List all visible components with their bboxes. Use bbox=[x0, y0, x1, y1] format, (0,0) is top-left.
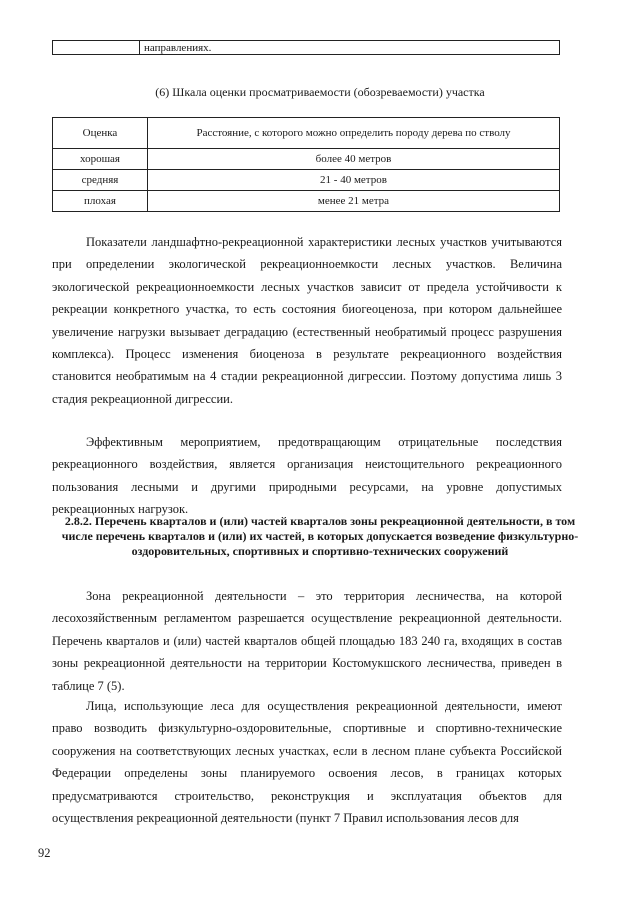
table-row bbox=[53, 41, 560, 55]
table-cell: хорошая bbox=[53, 149, 148, 170]
body-paragraph bbox=[52, 231, 562, 410]
body-paragraph bbox=[52, 695, 562, 829]
table-row bbox=[53, 191, 560, 212]
body-paragraph bbox=[52, 585, 562, 697]
paragraph-text: Показатели ландшафтно-рекреационной характеристики лесных участков учитываются при определении экологической рекреационноемкости лесных участков. Величина экологической рекреационноемкости лесных участков зависит от предела устойчивости к рекреации конкретного участка, то есть состояния биогеоценоза, при котором дальнейшее увеличение нагрузки вызывает деградацию (естественный необратимый процесс разрушения комплекса). Процесс изменения биоценоза в результате рекреационного воздействия становится необратимым на 4 стадии рекреационной дигрессии. Поэтому допустима лишь 3 стадия рекреационной дигрессии. bbox=[52, 235, 562, 406]
table-caption: (6) Шкала оценки просматриваемости (обозреваемости) участка bbox=[155, 85, 485, 99]
paragraph-text: Зона рекреационной деятельности – это территория лесничества, на которой лесохозяйственным регламентом разрешается осуществление рекреационной деятельности. Перечень кварталов и (или) частей кварталов общей площадью 183 240 га, входящих в состав зоны рекреационной деятельности на территории Костомукшского лесничества, приведен в таблице 7 (5). bbox=[52, 589, 562, 693]
table-cell: 21 - 40 метров bbox=[148, 170, 560, 191]
paragraph-text: Лица, использующие леса для осуществления рекреационной деятельности, имеют право возводить физкультурно-оздоровительные, спортивные и спортивно-технические сооружения на соответствующих лесных участках, если в лесном плане субъекта Российской Федерации определены зоны планируемого освоения лесов, в границах которых предусматриваются строительство, реконструкция и эксплуатация объектов для осуществления рекреационной деятельности (пункт 7 Правил использования лесов для bbox=[52, 699, 562, 826]
table-cell: плохая bbox=[53, 191, 148, 212]
table-row bbox=[53, 170, 560, 191]
table-row bbox=[53, 149, 560, 170]
table-cell: направлениях. bbox=[140, 41, 560, 55]
body-paragraph bbox=[52, 431, 562, 521]
paragraph-text: Эффективным мероприятием, предотвращающим отрицательные последствия рекреационного воздействия, является организация неистощительного рекреационного пользования лесными и другими природными ресурсами, на уровне допустимых рекреационных нагрузок. bbox=[52, 435, 562, 517]
visibility-scale-table bbox=[52, 117, 560, 212]
column-header: Расстояние, с которого можно определить породу дерева по стволу bbox=[148, 118, 560, 149]
continued-table-fragment bbox=[52, 40, 560, 55]
table-cell bbox=[53, 41, 140, 55]
table-cell: более 40 метров bbox=[148, 149, 560, 170]
table-cell: менее 21 метра bbox=[148, 191, 560, 212]
page-number: 92 bbox=[38, 846, 51, 860]
section-heading: 2.8.2. Перечень кварталов и (или) частей кварталов зоны рекреационной деятельности, в том числе перечень кварталов и (или) их частей, в которых допускается возведение физкультурно-оздоровительных, спортивных и спортивно-технических сооружений bbox=[61, 514, 579, 558]
column-header: Оценка bbox=[53, 118, 148, 149]
table-header-row bbox=[53, 118, 560, 149]
table-cell: средняя bbox=[53, 170, 148, 191]
